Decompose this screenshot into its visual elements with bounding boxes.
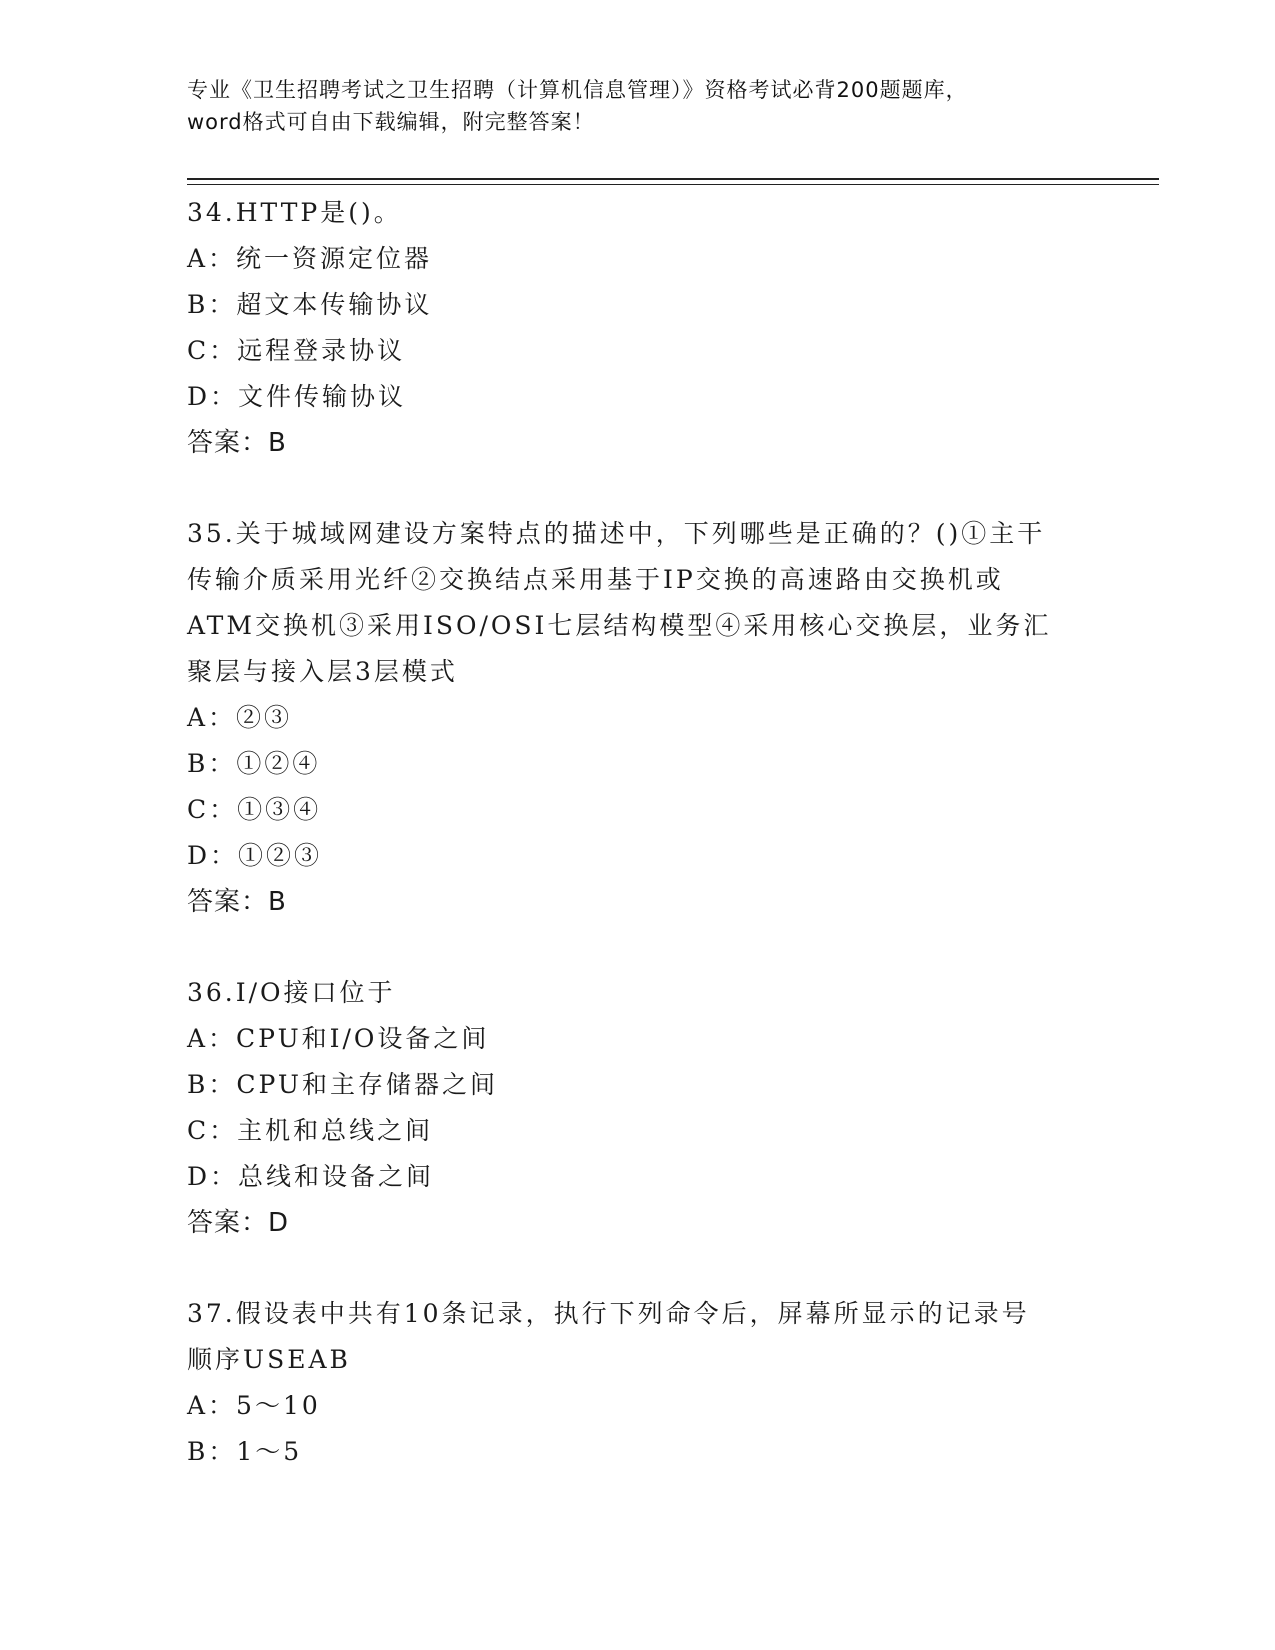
header-divider-thin: [187, 184, 1159, 185]
question-stem-line-3: ATM交换机③采用ISO/OSI七层结构模型④采用核心交换层，业务汇: [187, 611, 1052, 640]
option-d: D：①②③: [187, 841, 323, 870]
option-a: A：CPU和I/O设备之间: [187, 1024, 490, 1053]
answer-line: 答案：D: [187, 1208, 290, 1238]
option-d: D：文件传输协议: [187, 382, 407, 411]
question-34: [187, 190, 1087, 466]
question-35: [187, 511, 1087, 925]
option-c: C：主机和总线之间: [187, 1116, 434, 1145]
question-stem-line-1: 35.关于城域网建设方案特点的描述中，下列哪些是正确的？()①主干: [187, 519, 1046, 548]
question-37: [187, 1291, 1087, 1475]
option-b: B：①②④: [187, 749, 321, 778]
question-stem-line-2: 顺序USEAB: [187, 1345, 351, 1374]
answer-line: 答案：B: [187, 887, 287, 917]
answer-line: 答案：B: [187, 428, 287, 458]
question-stem-line-1: 37.假设表中共有10条记录，执行下列命令后，屏幕所显示的记录号: [187, 1299, 1030, 1328]
option-b: B：超文本传输协议: [187, 290, 433, 319]
option-d: D：总线和设备之间: [187, 1162, 435, 1191]
question-stem: 36.I/O接口位于: [187, 978, 396, 1007]
question-36: [187, 970, 1087, 1246]
header-divider-thick: [187, 178, 1159, 180]
question-stem-line-2: 传输介质采用光纤②交换结点采用基于IP交换的高速路由交换机或: [187, 565, 1004, 594]
question-stem: 34.HTTP是()。: [187, 198, 402, 227]
document-header: [187, 74, 1087, 138]
question-stem-line-4: 聚层与接入层3层模式: [187, 657, 458, 686]
question-list: [187, 190, 1087, 1475]
option-a: A：统一资源定位器: [187, 244, 433, 273]
option-c: C：远程登录协议: [187, 336, 406, 365]
option-c: C：①③④: [187, 795, 322, 824]
option-b: B：1～5: [187, 1437, 303, 1466]
option-b: B：CPU和主存储器之间: [187, 1070, 498, 1099]
option-a: A：5～10: [187, 1391, 321, 1420]
option-a: A：②③: [187, 703, 293, 732]
header-line-2: word格式可自由下载编辑，附完整答案！: [187, 110, 595, 134]
header-line-1: 专业《卫生招聘考试之卫生招聘（计算机信息管理）》资格考试必背200题题库，: [187, 78, 968, 102]
